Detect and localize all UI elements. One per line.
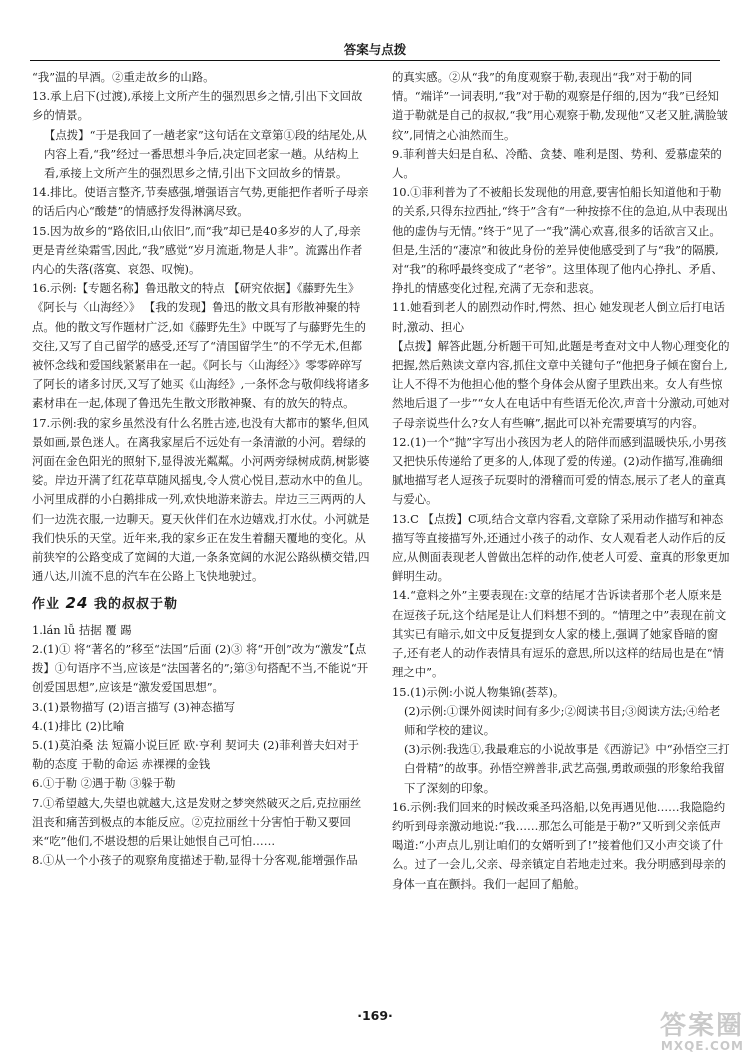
answer-paragraph: 13.C 【点拨】C项,结合文章内容看,文章除了采用动作描写和神态描写等直接描写外,还通过小孩子的动作、女人观看老人动作后的反应,从侧面表现老人曾做出怎样的动作,使老人可爱、童真的形象更加鲜明生动。 xyxy=(392,511,730,584)
answer-paragraph: 9.菲利普夫妇是自私、冷酷、贪婪、唯利是图、势利、爱慕虚荣的人。 xyxy=(392,146,722,181)
answer-paragraph: 4.(1)排比 (2)比喻 xyxy=(32,718,125,733)
answer-paragraph: 【点拨】解答此题,分析题干可知,此题是考查对文中人物心理变化的把握,然后熟读文章内容,抓住文章中关键句子“他把身子倾在窗台上,让人不得不为他担心他的整个身体会从窗子里跌出来。女人有些惊然地后退了一步”“女人在电话中有些语无伦次,声音十分激动,可她对子母亲说些什么?女人有些嘛”,据此可以补充需要填写的内容。 xyxy=(392,338,730,430)
answer-paragraph: 【点拨】“于是我回了一趟老家”这句话在文章第①段的结尾处,从内容上看,“我”经过一番思想斗争后,决定回老家一趟。从结构上看,承接上文所产生的强烈思乡之情,引出下文回故乡的情景。 xyxy=(44,127,367,181)
watermark-logo: 答案圈 xyxy=(659,1011,744,1041)
answer-paragraph: 13.承上启下(过渡),承接上文所产生的强烈思乡之情,引出下文回故乡的情景。 xyxy=(32,89,363,123)
answer-paragraph: 1.lán lǚ 拮据 覆 踢 xyxy=(32,622,132,637)
answer-paragraph: 8.①从一个小孩子的观察角度描述于勒,显得十分客观,能增强作品 xyxy=(32,853,358,868)
header-rule xyxy=(30,60,720,61)
answer-paragraph: 2.(1)① 将“著名的”移至“法国”后面 (2)③ 将“开创”改为“激发”【点拨】①句语序不当,应该是“法国著名的”;第③句搭配不当,不能说“开创爱国思想”,应该是“激发爱国思想”。 xyxy=(32,641,369,695)
answer-paragraph: 7.①希望越大,失望也就越大,这是发财之梦突然破灭之后,克拉丽丝沮丧和痛苦到极点的本能反应。②克拉丽丝十分害怕于勒又要回来“吃”他们,不堪设想的后果让她恨自己可怕…… xyxy=(32,795,362,848)
answer-paragraph: 15.因为故乡的“路依旧,山依旧”,而“我”却已是40多岁的人了,母亲更是青丝染霜雪,因此,“我”感觉“岁月流逝,物是人非”。流露出作者内心的失落(落寞、哀怨、叹惋)。 xyxy=(32,223,363,277)
answer-paragraph: 16.示例:我们回来的时候改乘圣玛洛船,以免再遇见他……我隐隐约约听到母亲激动地说:“我……那怎么可能是于勒?”又听到父亲低声喝道:“小声点儿,别让咱们的女婿听到了!”接着他们又小声交谈了什么。过了一会儿,父亲、母亲镇定自若地走过来。我分明感到母亲的身体一直在颤抖。我们一起回了船舱。 xyxy=(392,799,726,891)
right-column xyxy=(392,68,730,894)
answer-paragraph: 11.她看到老人的剧烈动作时,愕然、担心 她发现老人倒立后打电话时,激动、担心 xyxy=(392,300,725,334)
watermark-url: MXQE.COM xyxy=(660,1039,744,1053)
answer-paragraph: 的真实感。②从“我”的角度观察于勒,表现出“我”对于勒的同情。“端详”一词表明,“我”对于勒的观察是仔细的,因为“我”已经知道于勒就是自己的叔叔,“我”用心观察于勒,发现他“又老又脏,满脸皱纹”,同情之心油然而生。 xyxy=(392,70,728,142)
section-title: 我的叔叔于勒 xyxy=(93,597,178,613)
answer-paragraph: 15.(1)示例:小说人物集锦(荟萃)。 xyxy=(392,684,565,699)
section-number: 24 xyxy=(65,594,89,613)
answer-paragraph: 12.(1)一个“抛”字写出小孩因为老人的陪伴而感到温暖快乐,小男孩又把快乐传递给了更多的人,体现了爱的传递。(2)动作描写,准确细腻地描写老人逗孩子玩耍时的滑稽而可爱的情态,展示了老人的童真与爱心。 xyxy=(392,434,727,507)
answer-paragraph: (2)示例:①课外阅读时间有多少;②阅读书目;③阅读方法;④给老师和学校的建议。 xyxy=(404,703,721,737)
answer-paragraph: 10.①菲利普为了不被船长发现他的用意,要害怕船长知道他和于勒的关系,只得东拉西扯,“终于”含有“一种按捺不住的急迫,从中表现出他的虚伪与无情。”终于“见了一“我”满心欢喜,很多的话欲言又止。但是,生活的“凄凉”和彼此身份的差异使他感受到了与“我”的隔膜,对“我”的称呼最终变成了“老爷”。这里体现了他内心挣扎、矛盾、挣扎的情感变化过程,充满了无奈和悲哀。 xyxy=(392,185,728,296)
answer-paragraph: 14.排比。使语言整齐,节奏感强,增强语言气势,更能把作者听子母亲的话后内心“酸楚”的情感抒发得淋漓尽致。 xyxy=(32,185,369,219)
section-prefix: 作业 xyxy=(32,597,61,613)
answer-paragraph: 6.①于勒 ②遇于勒 ③躲于勒 xyxy=(32,776,176,791)
answer-paragraph: 14.“意料之外”主要表现在:文章的结尾才告诉读者那个老人原来是在逗孩子玩,这个结尾是让人们料想不到的。“情理之中”表现在前文其实已有暗示,如文中反复提到女人家的楼上,强调了她家昏暗的窗子,还有老人的动作表情具有逗乐的意思,所以这样的结局也是在“情理之中”。 xyxy=(392,588,727,680)
page-number: ·169· xyxy=(357,1008,393,1023)
answer-paragraph: 17.示例:我的家乡虽然没有什么名胜古迹,也没有大都市的繁华,但风景如画,景色迷人。在离我家屋后不远处有一条清澈的小河。碧绿的河面在金色阳光的照射下,显得波光粼粼。小河两旁绿树成荫,树影婆娑。岸边开满了红花草草随风摇曳,令人赏心悦目,惹动水中的鱼儿。小河里成群的小白鹅排成一列,欢快地游来游去。岸边三三两两的人们一边洗衣服,一边聊天。夏天伙伴们在水边嬉戏,打水仗。小河就是我们快乐的天堂。近年来,我的家乡正在发生着翻天覆地的变化。从前狭窄的公路变成了宽阔的大道,一条条宽阔的水泥公路纵横交错,四通八达,川流不息的汽车在公路上飞快地驶过。 xyxy=(32,415,370,584)
watermark xyxy=(624,1013,744,1053)
answer-paragraph: 16.示例:【专题名称】鲁迅散文的特点 【研究依据】《藤野先生》《阿长与〈山海经〉》 【我的发现】鲁迅的散文具有形散神聚的特点。他的散文写作题材广泛,如《藤野先生》中既写了与藤野先生的交往,又写了自己留学的感受,还写了“清国留学生”的不学无术,但都被怀念线和爱国线紧紧串在一起。《阿长与〈山海经〉》零零碎碎写了阿长的诸多讨厌,又写了她买《山海经》,一条怀念与敬仰线将诸多素材串在一起,体现了鲁迅先生散文形散神聚、有的放矢的特点。 xyxy=(32,281,370,411)
page-header-title: 答案与点拨 xyxy=(343,42,407,57)
answer-paragraph: 5.(1)莫泊桑 法 短篇小说巨匠 欧·亨利 契诃夫 (2)菲利普夫妇对于勒的态度 于勒的命运 赤裸裸的金钱 xyxy=(32,737,359,772)
answer-paragraph: 3.(1)景物描写 (2)语言描写 (3)神态描写 xyxy=(32,699,236,714)
section-heading xyxy=(32,594,370,614)
answer-paragraph: “我”温的早酒。②重走故乡的山路。 xyxy=(32,70,215,84)
answer-paragraph: (3)示例:我选①,我最难忘的小说故事是《西游记》中“孙悟空三打白骨精”的故事。孙悟空辨善非,武艺高强,勇敢顽强的形象给我留下了深刻的印象。 xyxy=(404,742,730,795)
left-column xyxy=(32,68,370,870)
